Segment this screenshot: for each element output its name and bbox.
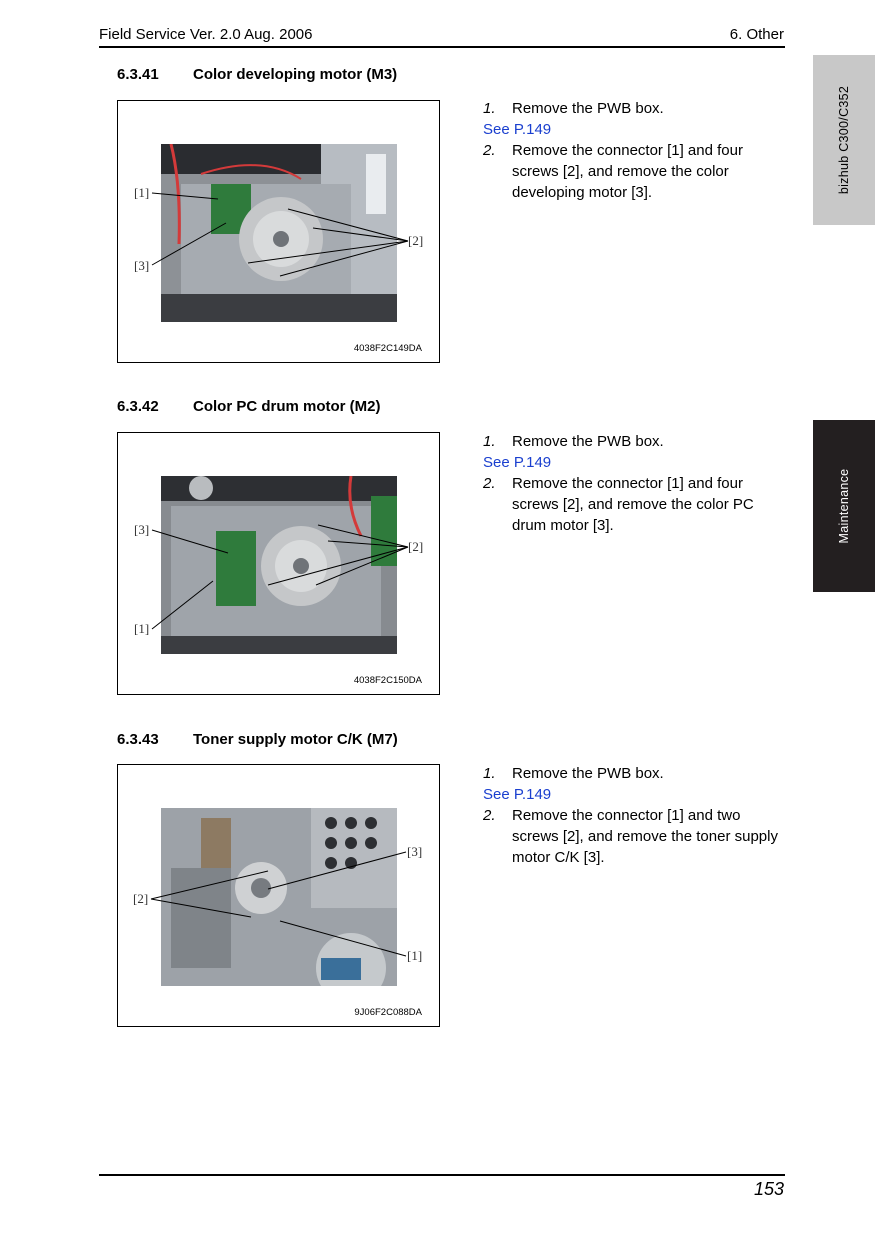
step-1: 1. Remove the PWB box.	[483, 433, 664, 450]
page-number: 153	[753, 1179, 784, 1199]
step-2: 2. Remove the connector [1] and two screws [2], and remove the toner supply motor C/K [3].	[483, 807, 778, 866]
section-title: Color PC drum motor (M2)	[193, 398, 381, 415]
figure-box	[117, 764, 440, 1027]
side-tab-product-label: bizhub C300/C352	[837, 85, 851, 195]
figure-code: 4038F2C150DA	[353, 675, 422, 686]
step-1: 1. Remove the PWB box.	[483, 100, 664, 117]
header-chapter: 6. Other	[729, 26, 784, 43]
callout-3: [3]	[134, 522, 150, 537]
header-rule	[99, 46, 785, 48]
see-page-link[interactable]: See P.149	[483, 786, 552, 803]
step-2: 2. Remove the connector [1] and four screws [2], and remove the color developing motor [3].	[483, 142, 743, 201]
section-heading	[117, 731, 398, 748]
steps-list	[483, 763, 783, 868]
figure-code: 9J06F2C088DA	[354, 1007, 422, 1018]
see-page-link[interactable]: See P.149	[483, 121, 552, 138]
callout-3: [3]	[407, 844, 423, 859]
callout-1: [1]	[134, 621, 150, 636]
section-title: Color developing motor (M3)	[193, 66, 398, 83]
section-heading	[117, 398, 381, 415]
callout-2: [2]	[408, 233, 424, 248]
callout-2: [2]	[408, 539, 424, 554]
photo-color-developing-motor	[161, 144, 397, 322]
section-title: Toner supply motor C/K (M7)	[193, 731, 398, 748]
section-heading	[117, 66, 397, 83]
footer-rule	[99, 1174, 785, 1176]
photo-color-pc-drum-motor	[161, 476, 397, 654]
callout-3: [3]	[134, 258, 150, 273]
header-title: Field Service Ver. 2.0 Aug. 2006	[99, 26, 313, 43]
section-number: 6.3.41	[117, 66, 159, 83]
figure-box	[117, 432, 440, 695]
section-number: 6.3.42	[117, 398, 159, 415]
side-tab-product	[813, 55, 875, 225]
step-1: 1. Remove the PWB box.	[483, 765, 664, 782]
figure-box	[117, 100, 440, 363]
step-2: 2. Remove the connector [1] and four screws [2], and remove the color PC drum motor [3].	[483, 475, 754, 534]
callout-2: [2]	[133, 891, 149, 906]
figure-code: 4038F2C149DA	[353, 343, 422, 354]
photo-toner-supply-motor	[161, 808, 397, 986]
side-tab-maintenance	[813, 420, 875, 592]
steps-list	[483, 431, 783, 536]
callout-1: [1]	[407, 948, 423, 963]
section-number: 6.3.43	[117, 731, 159, 748]
steps-list	[483, 98, 783, 203]
side-tab-maintenance-label: Maintenance	[837, 468, 851, 544]
callout-1: [1]	[134, 185, 150, 200]
see-page-link[interactable]: See P.149	[483, 454, 552, 471]
